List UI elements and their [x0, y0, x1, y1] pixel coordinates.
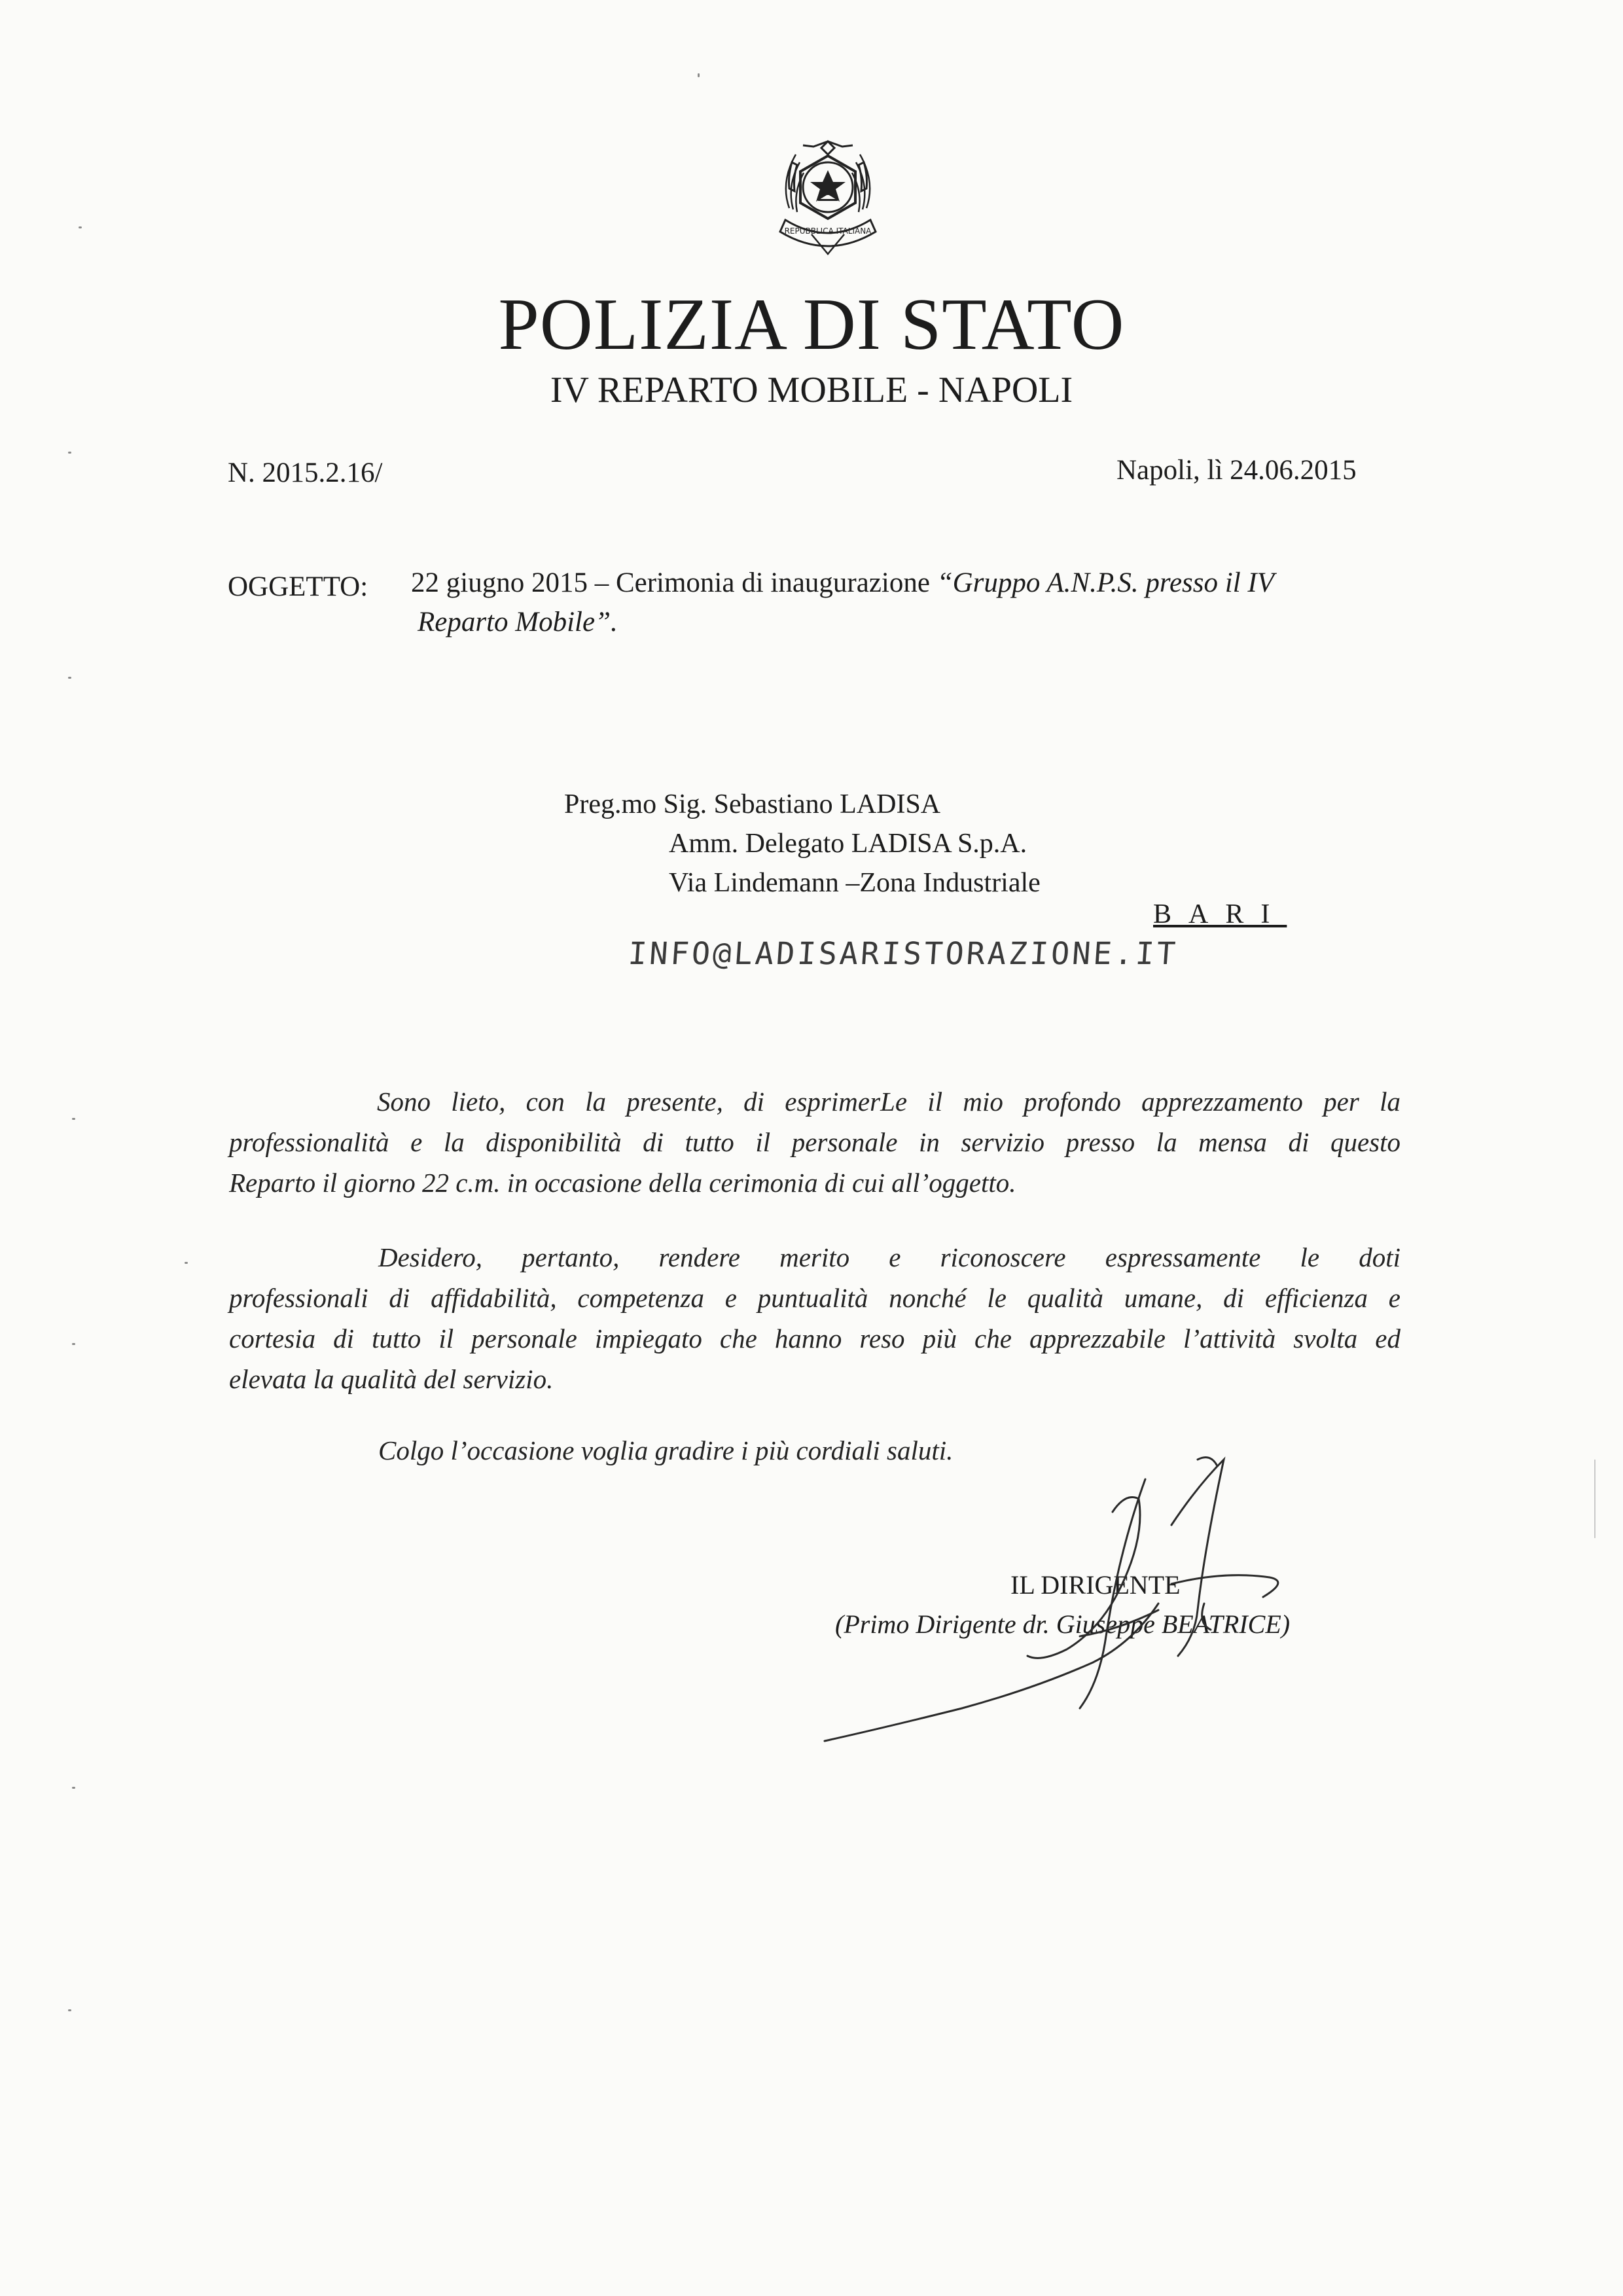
scan-speck [72, 1343, 75, 1345]
scan-speck [185, 1262, 188, 1264]
handwritten-signature-icon [805, 1440, 1394, 1754]
body-paragraph-1 [229, 1081, 1400, 1203]
scan-speck [68, 2009, 71, 2011]
paragraph-line: Desidero, pertanto, rendere merito e riconoscere espressamente le doti [378, 1242, 1400, 1272]
paragraph-line: professionali di affidabilità, competenza e puntualità nonché le qualità umane, di efficienza e [229, 1283, 1400, 1313]
recipient-role: Amm. Delegato LADISA S.p.A. [669, 829, 1027, 859]
protocol-number: N. 2015.2.16/ [228, 457, 383, 488]
scan-speck [79, 226, 82, 228]
scan-speck [698, 73, 700, 77]
paragraph-line: elevata la qualità del servizio. [229, 1364, 554, 1394]
paragraph-line: cortesia di tutto il personale impiegato che hanno reso più che apprezzabile l’attività svolta ed [229, 1323, 1400, 1354]
signatory-title: IL DIRIGENTE [1010, 1570, 1181, 1600]
subject-label: OGGETTO: [228, 571, 368, 602]
body-paragraph-2 [229, 1237, 1400, 1399]
recipient-city: BARI [1153, 899, 1287, 929]
subject-line-1 [411, 567, 1274, 599]
subject-line-2: Reparto Mobile”. [418, 607, 618, 637]
recipient-address: Via Lindemann –Zona Industriale [669, 868, 1041, 898]
subject-italic-text: “Gruppo A.N.P.S. presso il IV [936, 567, 1274, 598]
page-subtitle: IV REPARTO MOBILE - NAPOLI [550, 370, 1073, 410]
scan-speck [72, 1118, 75, 1120]
scan-edge-line [1594, 1460, 1596, 1538]
scan-speck [68, 677, 71, 679]
place-date: Napoli, lì 24.06.2015 [1116, 455, 1357, 486]
scan-speck [72, 1787, 75, 1789]
signatory-name: (Primo Dirigente dr. Giuseppe BEATRICE) [835, 1609, 1291, 1639]
paragraph-line: Reparto il giorno 22 c.m. in occasione della cerimonia di cui all’oggetto. [229, 1168, 1016, 1198]
paragraph-line: Sono lieto, con la presente, di esprimerLe il mio profondo apprezzamento per la [377, 1086, 1400, 1117]
handwritten-email: INFO@LADISARISTORAZIONE.IT [627, 936, 1179, 972]
closing-salutation: Colgo l’occasione voglia gradire i più cordiali saluti. [378, 1435, 954, 1465]
repubblica-italiana-emblem-icon [766, 136, 890, 274]
page-title: POLIZIA DI STATO [498, 284, 1125, 365]
scan-speck [68, 452, 71, 454]
emblem-text: REPUBBLICA ITALIANA [784, 226, 872, 236]
recipient-name: Preg.mo Sig. Sebastiano LADISA [564, 789, 941, 819]
subject-text: 22 giugno 2015 – Cerimonia di inaugurazione [411, 567, 930, 598]
paragraph-line: professionalità e la disponibilità di tutto il personale in servizio presso la mensa di questo [229, 1127, 1400, 1157]
